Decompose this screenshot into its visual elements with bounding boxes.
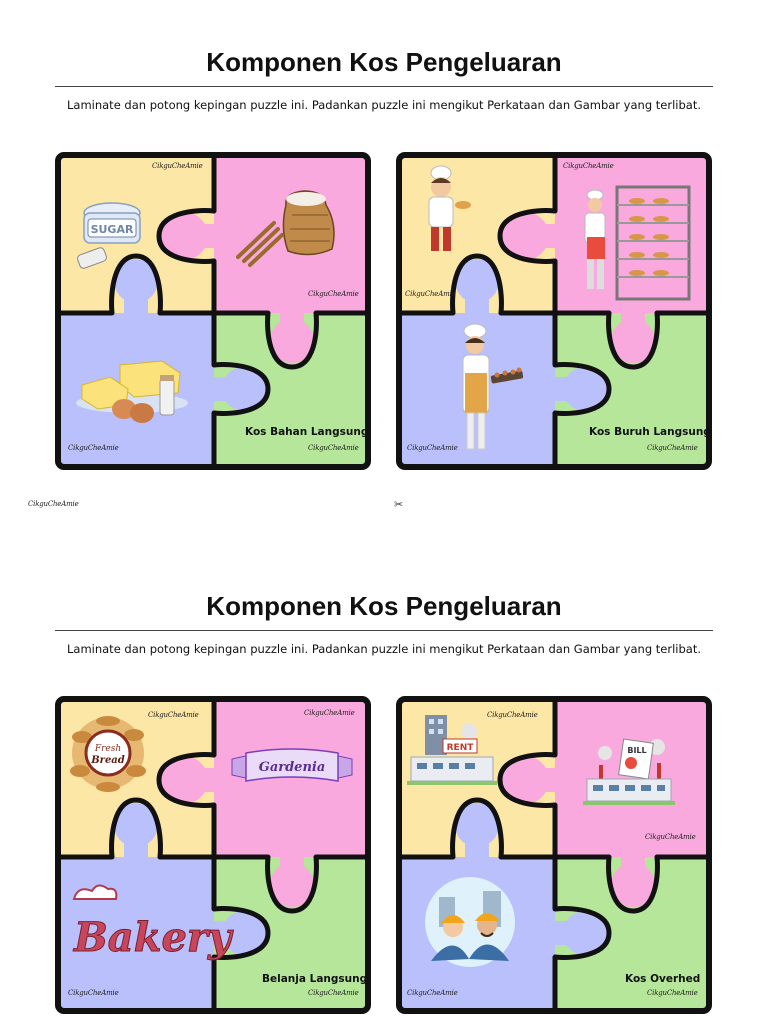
flour-sack-icon bbox=[234, 185, 344, 275]
puzzle-label: Kos Bahan Langsung bbox=[245, 426, 369, 438]
svg-text:Bread: Bread bbox=[91, 755, 125, 766]
watermark: CikguCheAmie bbox=[487, 711, 538, 719]
watermark: CikguCheAmie bbox=[647, 444, 698, 452]
bakery-logo-icon bbox=[68, 881, 232, 977]
svg-text:BILL: BILL bbox=[627, 746, 647, 755]
title-divider bbox=[55, 630, 713, 631]
baker-rack-icon bbox=[581, 185, 693, 311]
scissors-icon: ✂ bbox=[394, 498, 404, 511]
page-title: Komponen Kos Pengeluaran bbox=[206, 47, 562, 77]
gardenia-ribbon-icon bbox=[230, 745, 354, 793]
puzzle-belanja-langsung[interactable] bbox=[54, 695, 372, 1015]
female-baker-icon bbox=[455, 323, 525, 459]
watermark: CikguCheAmie bbox=[308, 989, 359, 997]
sugar-jar-icon bbox=[78, 199, 146, 275]
puzzle-kos-bahan-langsung[interactable] bbox=[54, 151, 372, 471]
fresh-bread-badge-icon bbox=[68, 713, 150, 797]
puzzle-label: Kos Buruh Langsung bbox=[589, 426, 711, 438]
page-title: Komponen Kos Pengeluaran bbox=[206, 591, 562, 621]
svg-text:SUGAR: SUGAR bbox=[90, 223, 134, 236]
puzzle-kos-overhed[interactable] bbox=[395, 695, 713, 1015]
engineers-icon bbox=[423, 875, 517, 973]
svg-text:Fresh: Fresh bbox=[94, 744, 122, 754]
watermark: CikguCheAmie bbox=[647, 989, 698, 997]
watermark: CikguCheAmie bbox=[563, 162, 614, 170]
watermark: CikguCheAmie bbox=[304, 709, 355, 717]
watermark: CikguCheAmie bbox=[645, 833, 696, 841]
watermark: CikguCheAmie bbox=[68, 444, 119, 452]
watermark: CikguCheAmie bbox=[407, 444, 458, 452]
svg-text:RENT: RENT bbox=[446, 743, 474, 753]
watermark: CikguCheAmie bbox=[152, 162, 203, 170]
puzzle-kos-buruh-langsung[interactable] bbox=[395, 151, 713, 471]
watermark: CikguCheAmie bbox=[405, 290, 456, 298]
watermark: CikguCheAmie bbox=[68, 989, 119, 997]
chef-boy-icon bbox=[419, 165, 471, 261]
rent-factory-icon bbox=[407, 713, 497, 791]
butter-eggs-icon bbox=[76, 355, 188, 433]
puzzle-label: Kos Overhed bbox=[625, 973, 701, 985]
puzzle-label: Belanja Langsung bbox=[262, 973, 368, 985]
watermark: CikguCheAmie bbox=[407, 989, 458, 997]
watermark: CikguCheAmie bbox=[28, 500, 79, 508]
svg-text:Gardenia: Gardenia bbox=[258, 760, 326, 775]
bill-factory-icon bbox=[581, 735, 677, 811]
watermark: CikguCheAmie bbox=[148, 711, 199, 719]
instruction-text: Laminate dan potong kepingan puzzle ini. Padankan puzzle ini mengikut Perkataan dan Gambar yang terlibat. bbox=[67, 98, 701, 112]
svg-text:Bakery: Bakery bbox=[74, 914, 232, 961]
title-divider bbox=[55, 86, 713, 87]
watermark: CikguCheAmie bbox=[308, 444, 359, 452]
instruction-text: Laminate dan potong kepingan puzzle ini. Padankan puzzle ini mengikut Perkataan dan Gambar yang terlibat. bbox=[67, 642, 701, 656]
watermark: CikguCheAmie bbox=[308, 290, 359, 298]
